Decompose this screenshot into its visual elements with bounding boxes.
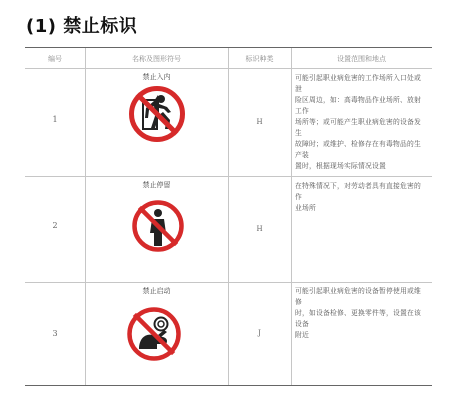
column-divider bbox=[85, 48, 86, 385]
row-3-seq: 3 bbox=[52, 329, 58, 338]
column-divider bbox=[291, 48, 292, 385]
header-type: 标识种类 bbox=[245, 55, 274, 63]
header-name-graphic: 名称及图形符号 bbox=[132, 55, 181, 63]
row-1-seq: 1 bbox=[52, 115, 58, 124]
section-heading bbox=[26, 12, 137, 38]
row-divider bbox=[25, 282, 432, 283]
row-1-type: H bbox=[256, 118, 263, 126]
header-divider bbox=[25, 68, 432, 69]
no-stopping-sign-icon bbox=[131, 199, 185, 253]
row-2-sign-name: 禁止停留 bbox=[142, 181, 171, 189]
no-entry-sign-icon bbox=[128, 85, 186, 143]
row-2-type: H bbox=[256, 225, 263, 233]
row-3-sign-name: 禁止启动 bbox=[142, 287, 171, 295]
section-title-text: 禁止标识 bbox=[63, 16, 138, 37]
prohibition-sign-table bbox=[25, 47, 432, 386]
row-1-scope: 可能引起职业病危害的工作场所入口处或泄 险区周边，如：高毒物品作业场所、放射工作 场所等；或可能产生职业病危害的设备发生 故障时；或维护、检修存在有毒物品的生产装 置时，根据现场实际情况设置 bbox=[295, 74, 421, 170]
row-1-sign-name: 禁止入内 bbox=[142, 73, 171, 81]
row-3-scope: 可能引起职业病危害的设备暂停使用或维修 时，如设备检修、更换零件等，设置在该设备 附近 bbox=[295, 287, 421, 339]
row-divider bbox=[25, 176, 432, 177]
section-number: (1) bbox=[26, 16, 57, 37]
header-seq: 编号 bbox=[48, 55, 62, 63]
no-start-sign-icon bbox=[126, 306, 182, 362]
row-2-scope: 在特殊情况下，对劳动者具有直接危害的作 业场所 bbox=[295, 182, 421, 212]
header-scope: 设置范围和地点 bbox=[337, 55, 386, 63]
row-3-type: J bbox=[258, 329, 261, 337]
row-2-seq: 2 bbox=[52, 221, 58, 230]
